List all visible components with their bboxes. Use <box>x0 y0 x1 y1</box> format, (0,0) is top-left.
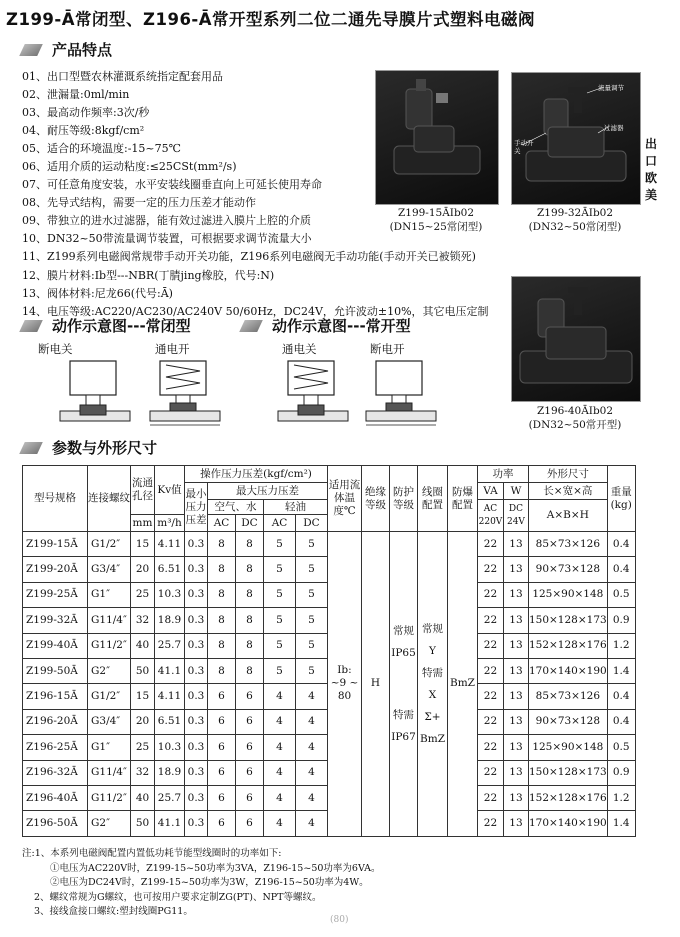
table-cell: 15 <box>131 684 155 709</box>
table-cell: 4 <box>296 735 328 760</box>
table-cell: 32 <box>131 608 155 633</box>
table-cell: 6.51 <box>155 557 185 582</box>
table-cell: 0.3 <box>185 760 208 785</box>
table-cell: Z196-40Ā <box>23 785 88 810</box>
table-cell: 6.51 <box>155 709 185 734</box>
table-cell: Z199-20Ā <box>23 557 88 582</box>
table-cell: 10.3 <box>155 582 185 607</box>
valve-image <box>376 71 498 204</box>
section-bar-icon <box>239 320 263 332</box>
header-kv-unit: m³/h <box>155 515 185 532</box>
cell-line: Y <box>429 644 436 657</box>
table-cell: 22 <box>477 633 503 658</box>
table-cell: G1/2″ <box>88 684 131 709</box>
table-cell: 0.4 <box>607 709 635 734</box>
table-cell: 20 <box>131 709 155 734</box>
page-number: (80) <box>330 915 349 925</box>
table-cell: 8 <box>208 633 236 658</box>
header-power: 功率 <box>477 466 528 483</box>
cell-line: 常规 <box>422 622 443 635</box>
table-cell: 170×140×190 <box>528 811 607 836</box>
table-cell: 22 <box>477 582 503 607</box>
feature-item: 10、DN32~50带流量调节装置，可根据要求调节流量大小 <box>22 232 312 246</box>
table-cell: G3/4″ <box>88 557 131 582</box>
cell-line: 特需 <box>422 666 443 679</box>
table-cell: 8 <box>208 532 236 557</box>
note-line: ①电压为AC220V时，Z199-15~50功率为3VA，Z196-15~50功率为6VA。 <box>50 862 381 874</box>
table-cell: Z199-15Ā <box>23 532 88 557</box>
table-cell: 6 <box>236 760 264 785</box>
table-cell: 6 <box>208 760 236 785</box>
table-cell: 0.3 <box>185 709 208 734</box>
explosion-cell <box>448 532 478 837</box>
feature-item: 14、电压等级:AC220/AC230/AC240V 50/60Hz，DC24V，允许波动±10%，其它电压定制 <box>22 304 489 318</box>
photo-caption-3 <box>511 404 639 432</box>
table-cell: 22 <box>477 608 503 633</box>
table-cell: 4 <box>296 760 328 785</box>
table-cell: 13 <box>503 760 528 785</box>
table-cell: 8 <box>236 608 264 633</box>
table-cell: 4 <box>296 684 328 709</box>
feature-item: 03、最高动作频率:3次/秒 <box>22 106 150 120</box>
table-cell: 125×90×148 <box>528 582 607 607</box>
table-cell: 13 <box>503 658 528 683</box>
header-bore-unit: mm <box>131 515 155 532</box>
feature-item: 06、适用介质的运动粘度:≤25CSt(mm²/s) <box>22 160 237 174</box>
side-char: 美 <box>644 188 657 202</box>
note-line: 注:1、本系列电磁阀配置内置低功耗节能型线圈时的功率如下: <box>22 848 282 859</box>
table-cell: 6 <box>236 709 264 734</box>
header-air-water: 空气、水 <box>208 500 264 515</box>
cell-line: X <box>428 688 437 701</box>
table-cell: 41.1 <box>155 658 185 683</box>
table-cell: 1.2 <box>607 633 635 658</box>
table-cell: Z199-40Ā <box>23 633 88 658</box>
notes <box>22 847 381 920</box>
table-cell: 22 <box>477 811 503 836</box>
side-char: 口 <box>644 154 657 168</box>
table-cell: Z196-25Ā <box>23 735 88 760</box>
note-line: ②电压为DC24V时，Z199-15~50功率为3W，Z196-15~50功率为4W。 <box>50 877 369 888</box>
table-cell: 1.2 <box>607 785 635 810</box>
table-cell: 0.3 <box>185 608 208 633</box>
table-cell: 8 <box>236 532 264 557</box>
feature-item: 11、Z199系列电磁阀常规带手动开关功能，Z196系列电磁阀无手动功能(手动开关已被锁死) <box>22 250 476 264</box>
header-dc-1: DC <box>236 515 264 532</box>
table-cell: 0.4 <box>607 557 635 582</box>
table-cell: 150×128×173 <box>528 760 607 785</box>
table-cell: 22 <box>477 684 503 709</box>
table-cell: 8 <box>236 557 264 582</box>
header-bore: 流通孔径 <box>131 466 155 515</box>
table-cell: 50 <box>131 811 155 836</box>
table-cell: 15 <box>131 532 155 557</box>
insulation-cell <box>362 532 390 837</box>
table-cell: Z199-25Ā <box>23 582 88 607</box>
header-model: 型号规格 <box>23 466 88 532</box>
feature-item: 01、出口型暨农林灌溉系统指定配套用品 <box>22 70 223 83</box>
header-temp: 适用流体温度℃ <box>328 466 362 532</box>
table-cell: 6 <box>208 735 236 760</box>
cell-line: IP65 <box>391 646 416 659</box>
table-cell: 152×128×176 <box>528 633 607 658</box>
table-cell: 5 <box>296 658 328 683</box>
table-cell: 5 <box>264 557 296 582</box>
table-cell: 8 <box>236 658 264 683</box>
table-cell: 10.3 <box>155 735 185 760</box>
feature-item: 05、适合的环境温度:-15~75℃ <box>22 142 181 156</box>
table-cell: 13 <box>503 608 528 633</box>
feature-item: 08、先导式结构，需要一定的压力压差才能动作 <box>22 196 256 210</box>
caption-model: Z196-40ĀIb02 <box>536 405 614 417</box>
valve-image <box>512 277 640 401</box>
table-cell: 13 <box>503 557 528 582</box>
table-cell: 5 <box>296 608 328 633</box>
table-cell: Z199-50Ā <box>23 658 88 683</box>
table-cell: 170×140×190 <box>528 658 607 683</box>
table-cell: 22 <box>477 557 503 582</box>
section-label: 参数与外形尺寸 <box>52 439 158 457</box>
page-title: Z199-Ā常闭型、Z196-Ā常开型系列二位二通先导膜片式塑料电磁阀 <box>6 10 536 29</box>
section-heading-params <box>22 437 157 458</box>
table-cell: 90×73×128 <box>528 557 607 582</box>
photo-caption-2 <box>511 206 639 234</box>
table-cell: 22 <box>477 760 503 785</box>
table-cell: 20 <box>131 557 155 582</box>
table-cell: 0.3 <box>185 811 208 836</box>
table-cell: 4.11 <box>155 532 185 557</box>
table-cell: 0.4 <box>607 532 635 557</box>
header-pressure: 操作压力压差(kgf/cm²) <box>185 466 328 483</box>
header-kv: Kv值 <box>155 466 185 515</box>
header-ac220: AC 220V <box>477 500 503 532</box>
table-cell: 0.3 <box>185 684 208 709</box>
header-thread: 连接螺纹 <box>88 466 131 532</box>
header-coil: 线圈配置 <box>418 466 448 532</box>
table-cell: 25 <box>131 735 155 760</box>
table-cell: 8 <box>208 582 236 607</box>
table-cell: 4 <box>264 684 296 709</box>
section-bar-icon <box>19 44 43 56</box>
cell-line: 常规 <box>393 624 414 637</box>
header-va: VA <box>477 483 503 500</box>
section-heading-no <box>242 315 411 336</box>
cell-line: Σ+ <box>424 710 441 723</box>
label-filter: 过滤器 <box>604 124 624 132</box>
table-cell: 4 <box>264 760 296 785</box>
table-cell: 1.4 <box>607 658 635 683</box>
table-cell: 32 <box>131 760 155 785</box>
table-cell: 4 <box>296 785 328 810</box>
table-cell: 6 <box>208 811 236 836</box>
header-dc24: DC 24V <box>503 500 528 532</box>
table-cell: 25.7 <box>155 785 185 810</box>
section-heading-nc <box>22 315 191 336</box>
table-cell: 13 <box>503 633 528 658</box>
table-cell: 13 <box>503 811 528 836</box>
section-bar-icon <box>19 320 43 332</box>
header-explosion: 防爆配置 <box>448 466 478 532</box>
cell-text: Ib: ~9 ~ 80 <box>330 664 359 703</box>
header-min-pressure: 最小压力压差 <box>185 483 208 532</box>
cell-text: BmZ <box>450 677 475 690</box>
table-cell: 22 <box>477 532 503 557</box>
table-cell: 22 <box>477 785 503 810</box>
diagram-label-nc-off: 断电关 <box>38 342 73 356</box>
table-cell: 40 <box>131 785 155 810</box>
table-cell: 0.4 <box>607 684 635 709</box>
table-cell: 5 <box>264 608 296 633</box>
table-cell: 13 <box>503 582 528 607</box>
protection-cell <box>390 532 418 837</box>
spec-table <box>22 465 636 837</box>
table-cell: G2″ <box>88 658 131 683</box>
side-char: 欧 <box>644 171 657 185</box>
table-cell: 4 <box>264 735 296 760</box>
table-cell: 6 <box>208 785 236 810</box>
table-cell: 6 <box>208 709 236 734</box>
table-cell: G1/2″ <box>88 532 131 557</box>
table-cell: 5 <box>264 658 296 683</box>
table-cell: 4.11 <box>155 684 185 709</box>
feature-item: 09、带独立的进水过滤器，能有效过滤进入膜片上腔的介质 <box>22 214 311 228</box>
action-diagrams <box>20 355 440 435</box>
header-ac-2: AC <box>264 515 296 532</box>
header-ac-1: AC <box>208 515 236 532</box>
table-cell: 1.4 <box>607 811 635 836</box>
side-label-export <box>644 136 658 204</box>
table-cell: 85×73×126 <box>528 532 607 557</box>
table-cell: 22 <box>477 658 503 683</box>
table-cell: 25 <box>131 582 155 607</box>
caption-model: Z199-15ĀIb02 <box>397 207 475 219</box>
table-cell: 5 <box>264 633 296 658</box>
header-dim-lwh: 长×宽×高 <box>528 483 607 500</box>
coil-cell <box>418 532 448 837</box>
table-cell: G11/4″ <box>88 760 131 785</box>
table-cell: G11/2″ <box>88 785 131 810</box>
section-heading-features <box>22 39 112 60</box>
caption-range: (DN32~50常闭型) <box>528 221 622 233</box>
section-label: 动作示意图---常开型 <box>272 317 411 335</box>
table-cell: 6 <box>236 735 264 760</box>
diagram-label-no-on: 通电关 <box>282 342 317 356</box>
diagram-label-nc-on: 通电开 <box>155 342 190 356</box>
table-cell: 13 <box>503 709 528 734</box>
header-insulation: 绝缘等级 <box>362 466 390 532</box>
table-cell: 5 <box>264 582 296 607</box>
table-cell: 0.3 <box>185 658 208 683</box>
table-cell: Z196-20Ā <box>23 709 88 734</box>
table-cell: 150×128×173 <box>528 608 607 633</box>
note-line: 2、螺纹常规为G螺纹，也可按用户要求定制ZG(PT)、NPT等螺纹。 <box>34 891 322 903</box>
temperature-cell <box>328 532 362 837</box>
table-cell: 0.3 <box>185 735 208 760</box>
table-cell: 85×73×126 <box>528 684 607 709</box>
table-cell: 13 <box>503 735 528 760</box>
table-cell: 6 <box>208 684 236 709</box>
table-cell: 0.5 <box>607 582 635 607</box>
header-weight: 重量(kg) <box>607 466 635 532</box>
table-cell: 8 <box>236 582 264 607</box>
table-cell: 90×73×128 <box>528 709 607 734</box>
product-photo-z196-40 <box>511 276 641 402</box>
table-cell: 4 <box>264 811 296 836</box>
table-cell: 18.9 <box>155 760 185 785</box>
table-cell: Z196-50Ā <box>23 811 88 836</box>
feature-item: 07、可任意角度安装，水平安装线圈垂直向上可延长使用寿命 <box>22 178 322 192</box>
table-cell: 4 <box>264 709 296 734</box>
table-cell: 0.5 <box>607 735 635 760</box>
table-cell: 18.9 <box>155 608 185 633</box>
header-protection: 防护等级 <box>390 466 418 532</box>
caption-model: Z199-32ĀIb02 <box>536 207 614 219</box>
cell-text: H <box>370 677 381 690</box>
table-cell: 152×128×176 <box>528 785 607 810</box>
table-cell: 0.3 <box>185 557 208 582</box>
table-cell: 5 <box>296 557 328 582</box>
header-max-pressure: 最大压力压差 <box>208 483 328 500</box>
section-label: 动作示意图---常闭型 <box>52 317 191 335</box>
section-label: 产品特点 <box>52 41 113 59</box>
table-cell: Z199-32Ā <box>23 608 88 633</box>
feature-item: 12、膜片材料:Ib型---NBR(丁腈jing橡胶，代号:N) <box>22 268 275 282</box>
section-bar-icon <box>19 442 43 454</box>
cell-line: BmZ <box>420 732 445 745</box>
feature-item: 04、耐压等级:8kgf/cm² <box>22 124 145 138</box>
table-cell: 6 <box>236 785 264 810</box>
table-cell: 5 <box>264 532 296 557</box>
cell-line: 特需 <box>393 708 414 721</box>
table-cell: G3/4″ <box>88 709 131 734</box>
table-cell: 8 <box>208 608 236 633</box>
table-cell: G1″ <box>88 735 131 760</box>
table-cell: 0.3 <box>185 582 208 607</box>
table-cell: 4 <box>296 709 328 734</box>
table-cell: 6 <box>236 684 264 709</box>
table-cell: 50 <box>131 658 155 683</box>
photo-caption-1 <box>375 206 497 234</box>
table-cell: 8 <box>208 658 236 683</box>
header-dim-abh: A×B×H <box>528 500 607 532</box>
diagram-no-off <box>366 361 436 425</box>
table-cell: 0.3 <box>185 785 208 810</box>
note-line: 3、接线盒接口螺纹:塑封线圈PG11。 <box>34 906 193 917</box>
diagram-label-no-off: 断电开 <box>370 342 405 356</box>
table-cell: 22 <box>477 709 503 734</box>
product-photo-z199-32 <box>511 72 641 205</box>
table-cell: 0.9 <box>607 608 635 633</box>
table-cell: G11/2″ <box>88 633 131 658</box>
table-cell: 40 <box>131 633 155 658</box>
table-cell: 8 <box>208 557 236 582</box>
feature-item: 02、泄漏量:0ml/min <box>22 88 130 102</box>
cell-line: IP67 <box>391 730 416 743</box>
table-cell: 22 <box>477 735 503 760</box>
table-cell: 13 <box>503 785 528 810</box>
table-cell: 4 <box>296 811 328 836</box>
header-dimensions: 外形尺寸 <box>528 466 607 483</box>
caption-range: (DN32~50常开型) <box>528 419 622 431</box>
product-photo-z199-15 <box>375 70 499 205</box>
table-cell: 4 <box>264 785 296 810</box>
table-cell: 41.1 <box>155 811 185 836</box>
table-cell: G1″ <box>88 582 131 607</box>
table-cell: Z196-15Ā <box>23 684 88 709</box>
table-cell: G11/4″ <box>88 608 131 633</box>
table-cell: 5 <box>296 532 328 557</box>
diagram-nc-off <box>60 361 130 421</box>
label-flow-adjust: 流量调节 <box>598 84 624 92</box>
side-char: 出 <box>644 137 657 151</box>
diagram-nc-on <box>150 361 220 425</box>
table-cell: 25.7 <box>155 633 185 658</box>
table-cell: 6 <box>236 811 264 836</box>
table-cell: 125×90×148 <box>528 735 607 760</box>
table-cell: G2″ <box>88 811 131 836</box>
table-cell: 0.3 <box>185 633 208 658</box>
table-cell: 5 <box>296 582 328 607</box>
feature-item: 13、阀体材料:尼龙66(代号:Ā) <box>22 286 173 300</box>
header-light-oil: 轻油 <box>264 500 328 515</box>
diagram-no-on <box>278 361 348 421</box>
caption-range: (DN15~25常闭型) <box>389 221 483 233</box>
header-dc-2: DC <box>296 515 328 532</box>
table-cell: Z196-32Ā <box>23 760 88 785</box>
table-cell: 5 <box>296 633 328 658</box>
table-cell: 0.3 <box>185 532 208 557</box>
label-manual-switch: 手动开关 <box>514 139 534 155</box>
header-w: W <box>503 483 528 500</box>
table-cell: 8 <box>236 633 264 658</box>
table-cell: 13 <box>503 684 528 709</box>
table-cell: 13 <box>503 532 528 557</box>
table-cell: 0.9 <box>607 760 635 785</box>
table-row <box>23 532 636 557</box>
